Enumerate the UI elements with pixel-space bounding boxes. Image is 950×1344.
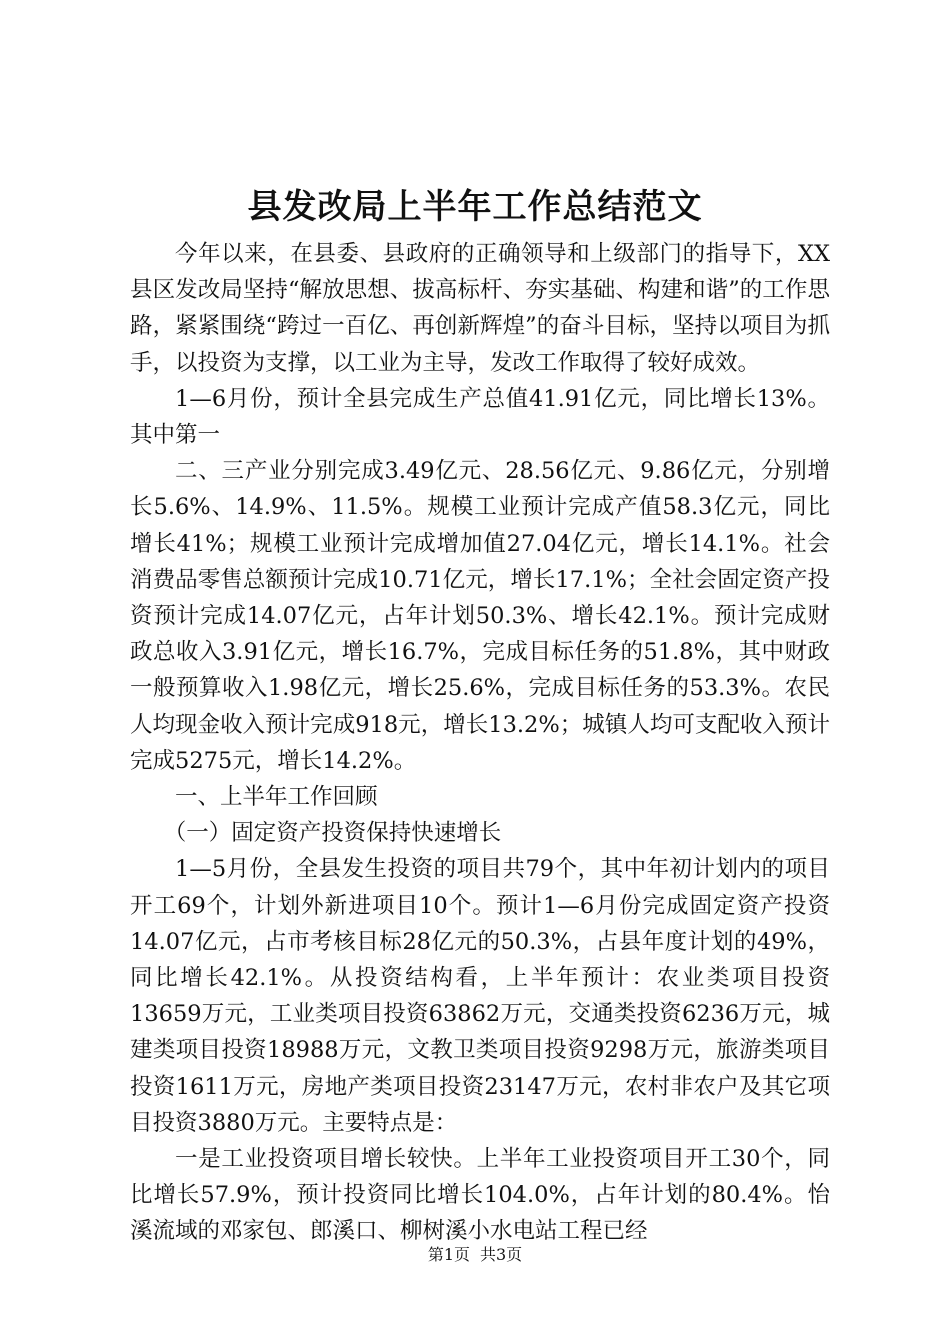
page-number-total: 共3页 bbox=[480, 1245, 523, 1264]
subsection-heading-investment: （一）固定资产投资保持快速增长 bbox=[163, 820, 502, 847]
paragraph-industrial-projects: 一是工业投资项目增长较快。上半年工业投资项目开工30个，同比增长57.9%，预计投资同比增长104.0%，占年计划的80.4%。怡溪流域的邓家包、郎溪口、柳树溪小水电站工程已经 bbox=[130, 1146, 830, 1245]
page-number-current: 第1页 bbox=[427, 1245, 470, 1264]
paragraph-gdp: 1—6月份，预计全县完成生产总值41.91亿元，同比增长13%。其中第一 bbox=[130, 385, 830, 449]
document-body bbox=[130, 236, 830, 1250]
paragraph-intro: 今年以来，在县委、县政府的正确领导和上级部门的指导下，XX县区发改局坚持“解放思想、拔高标杆、夯实基础、构建和谐”的工作思路，紧紧围绕“跨过一百亿、再创新辉煌”的奋斗目标，坚持以项目为抓手，以投资为支撑，以工业为主导，发改工作取得了较好成效。 bbox=[130, 241, 830, 376]
paragraph-industry-figures: 二、三产业分别完成3.49亿元、28.56亿元、9.86亿元，分别增长5.6%、14.9%、11.5%。规模工业预计完成产值58.3亿元，同比增长41%；规模工业预计完成增加值27.04亿元，增长14.1%。社会消费品零售总额预计完成10.71亿元，增长17.1%；全社会固定资产投资预计完成14.07亿元，占年计划50.3%、增长42.1%。预计完成财政总收入3.91亿元，增长16.7%，完成目标任务的51.8%，其中财政一般预算收入1.98亿元，增长25.6%，完成目标任务的53.3%。农民人均现金收入预计完成918元，增长13.2%；城镇人均可支配收入预计完成5275元，增长14.2%。 bbox=[130, 458, 830, 774]
page-footer bbox=[0, 1244, 950, 1266]
paragraph-investment: 1—5月份，全县发生投资的项目共79个，其中年初计划内的项目开工69个，计划外新进项目10个。预计1—6月份完成固定资产投资14.07亿元，占市考核目标28亿元的50.3%，占县年度计划的49%，同比增长42.1%。从投资结构看，上半年预计：农业类项目投资13659万元，工业类项目投资63862万元，交通类投资6236万元，城建类项目投资18988万元，文教卫类项目投资9298万元，旅游类项目投资1611万元，房地产类项目投资23147万元，农村非农户及其它项目投资3880万元。主要特点是： bbox=[130, 856, 830, 1136]
document-title: 县发改局上半年工作总结范文 bbox=[247, 187, 703, 227]
section-heading-review: 一、上半年工作回顾 bbox=[175, 784, 378, 811]
